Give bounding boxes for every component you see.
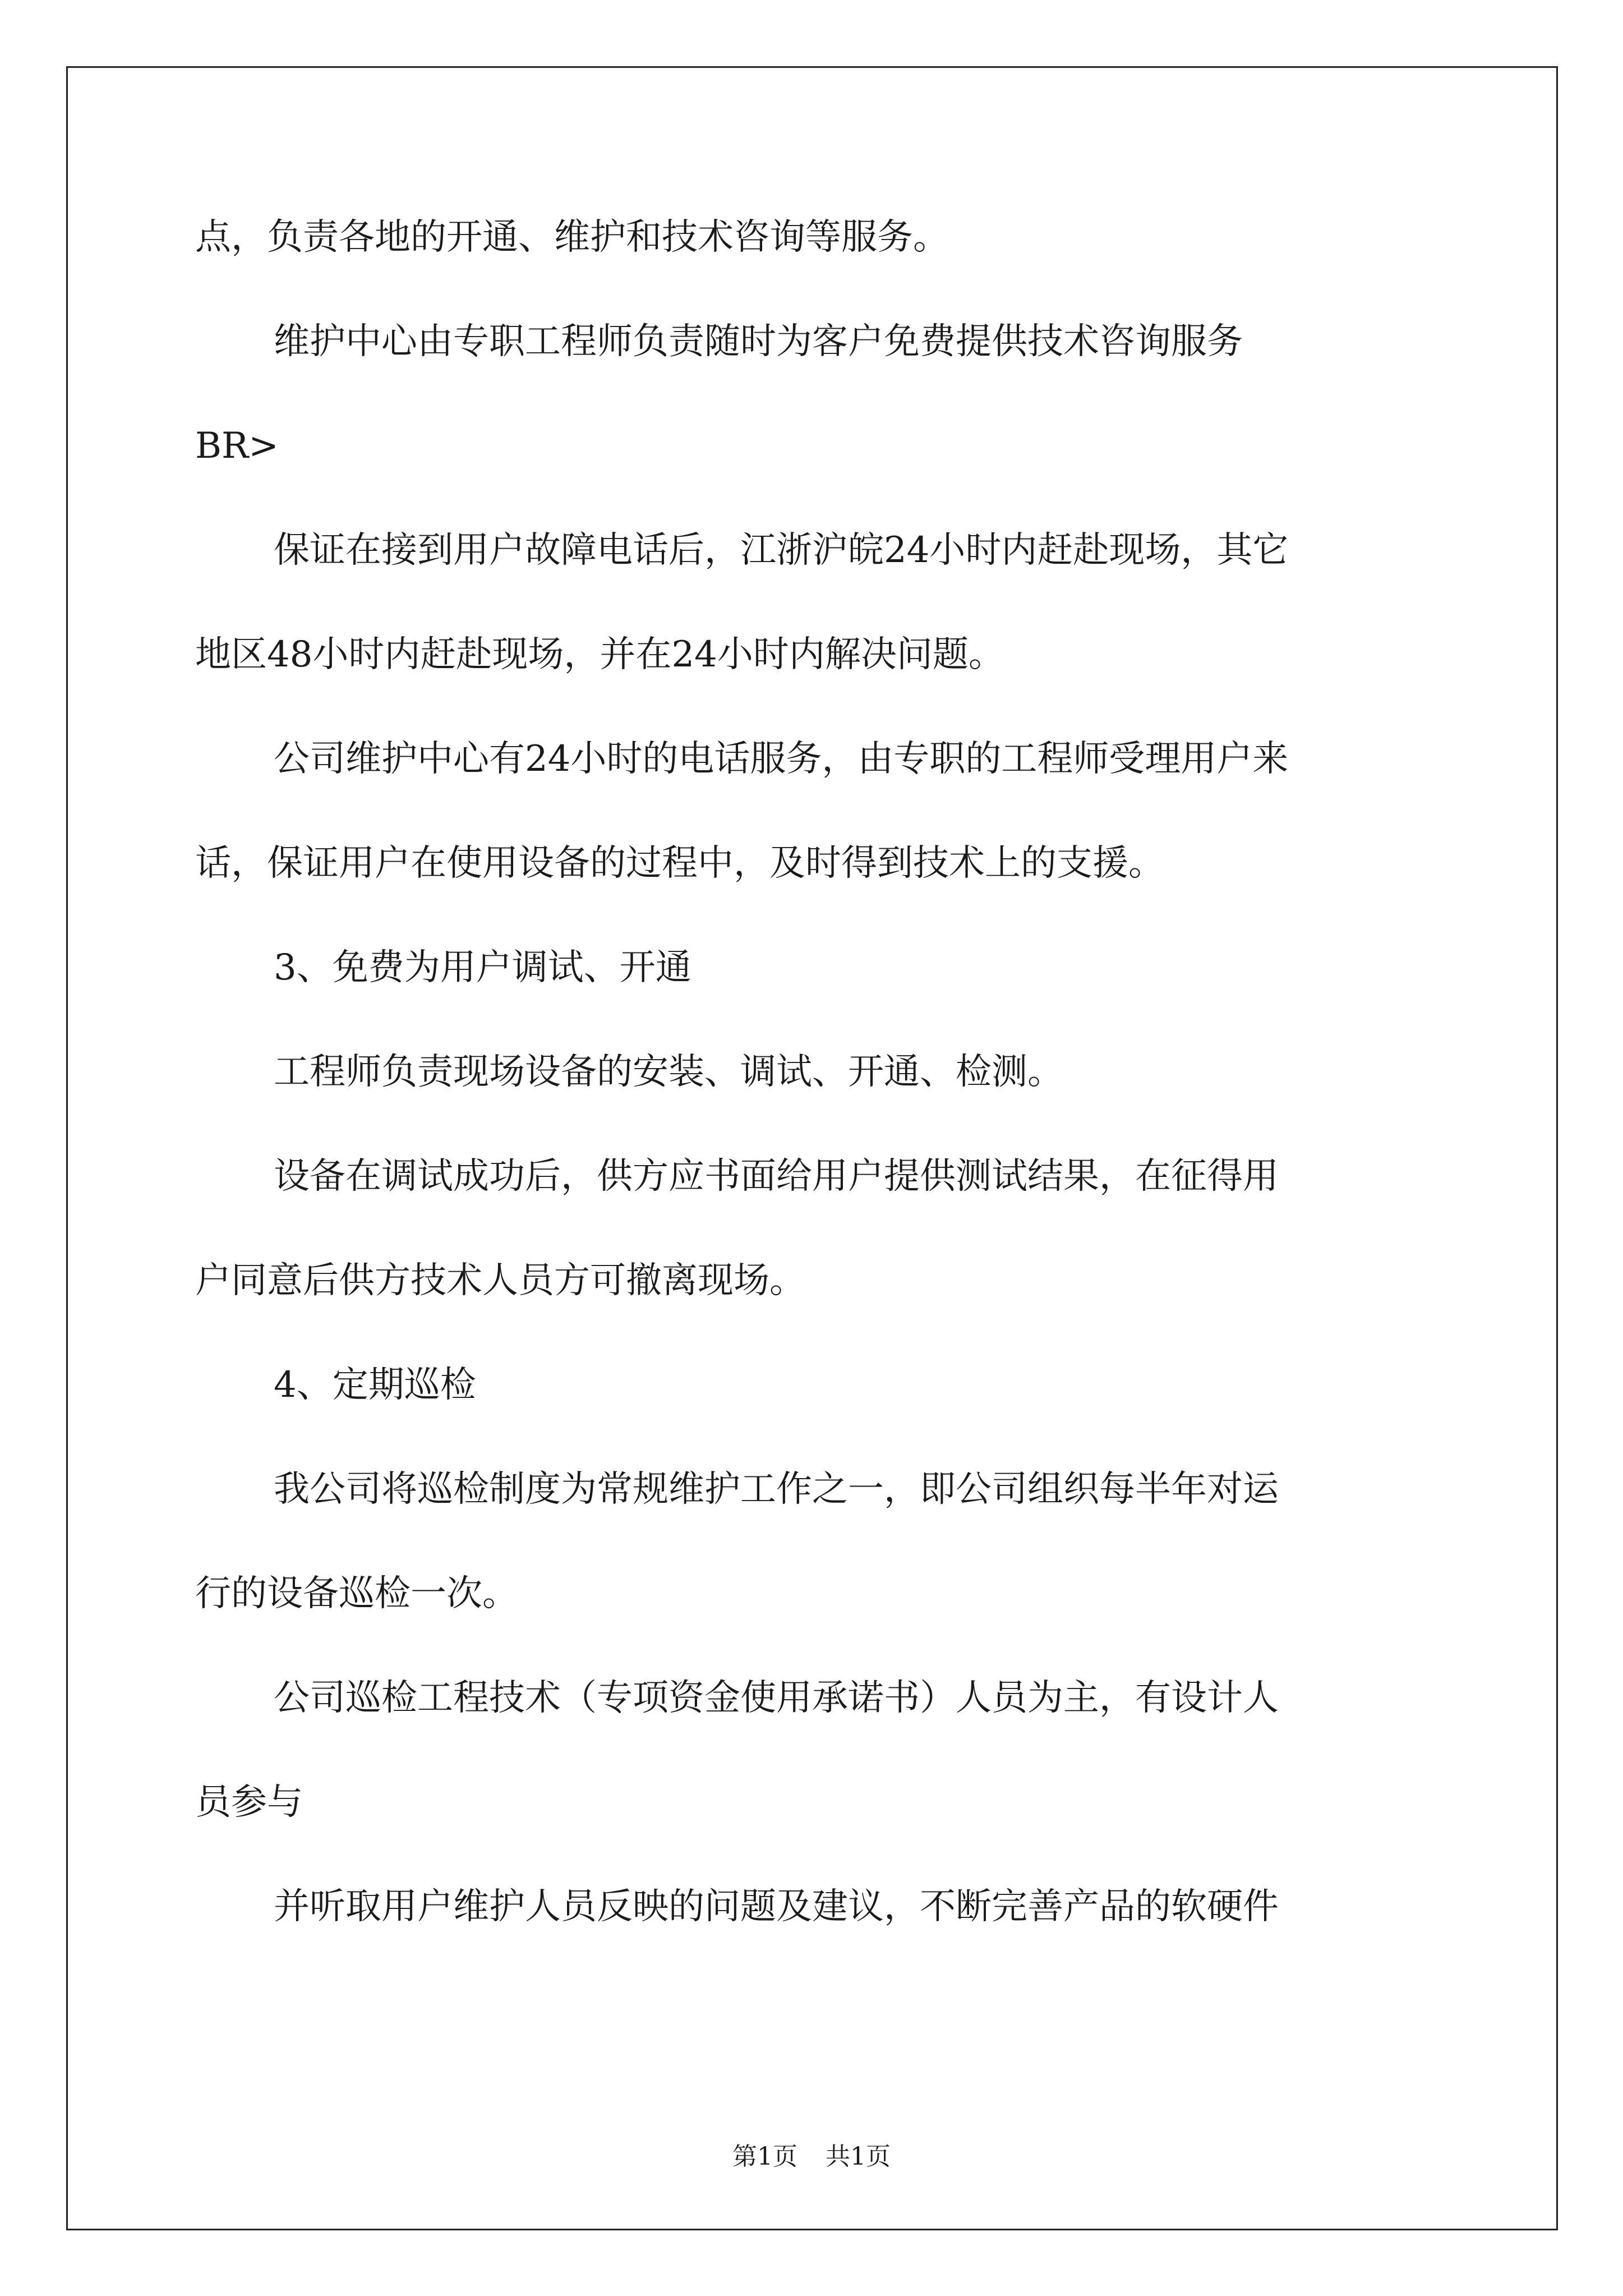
paragraph-line: 维护中心由专职工程师负责随时为客户免费提供技术咨询服务 bbox=[274, 321, 1243, 362]
paragraph-line: 地区48小时内赶赴现场，并在24小时内解决问题。 bbox=[195, 634, 1004, 675]
paragraph-line: 点，负责各地的开通、维护和技术咨询等服务。 bbox=[195, 217, 949, 258]
paragraph-line: 工程师负责现场设备的安装、调试、开通、检测。 bbox=[274, 1051, 1063, 1093]
paragraph-line: 并听取用户维护人员反映的问题及建议，不断完善产品的软硬件 bbox=[274, 1886, 1279, 1927]
paragraph-line: 公司巡检工程技术（专项资金使用承诺书）人员为主，有设计人 bbox=[274, 1677, 1279, 1719]
document-body bbox=[195, 185, 1429, 1959]
paragraph-line: BR> bbox=[195, 425, 279, 467]
paragraph-line: 我公司将巡检制度为常规维护工作之一，即公司组织每半年对运 bbox=[274, 1469, 1279, 1510]
paragraph-line: 话，保证用户在使用设备的过程中，及时得到技术上的支援。 bbox=[195, 843, 1164, 884]
section-heading: 4、定期巡检 bbox=[274, 1364, 476, 1406]
paragraph-line: 员参与 bbox=[195, 1782, 303, 1823]
paragraph-line: 户同意后供方技术人员方可撤离现场。 bbox=[195, 1260, 805, 1301]
paragraph-line: 设备在调试成功后，供方应书面给用户提供测试结果，在征得用 bbox=[274, 1156, 1279, 1197]
paragraph-line: 公司维护中心有24小时的电话服务，由专职的工程师受理用户来 bbox=[274, 738, 1289, 780]
section-heading: 3、免费为用户调试、开通 bbox=[274, 947, 691, 988]
paragraph-line: 行的设备巡检一次。 bbox=[195, 1573, 518, 1614]
page-total: 共1页 bbox=[826, 2142, 891, 2171]
page-footer bbox=[0, 2140, 1623, 2174]
page-number: 第1页 bbox=[732, 2142, 797, 2171]
paragraph-line: 保证在接到用户故障电话后，江浙沪皖24小时内赶赴现场，其它 bbox=[274, 530, 1289, 571]
